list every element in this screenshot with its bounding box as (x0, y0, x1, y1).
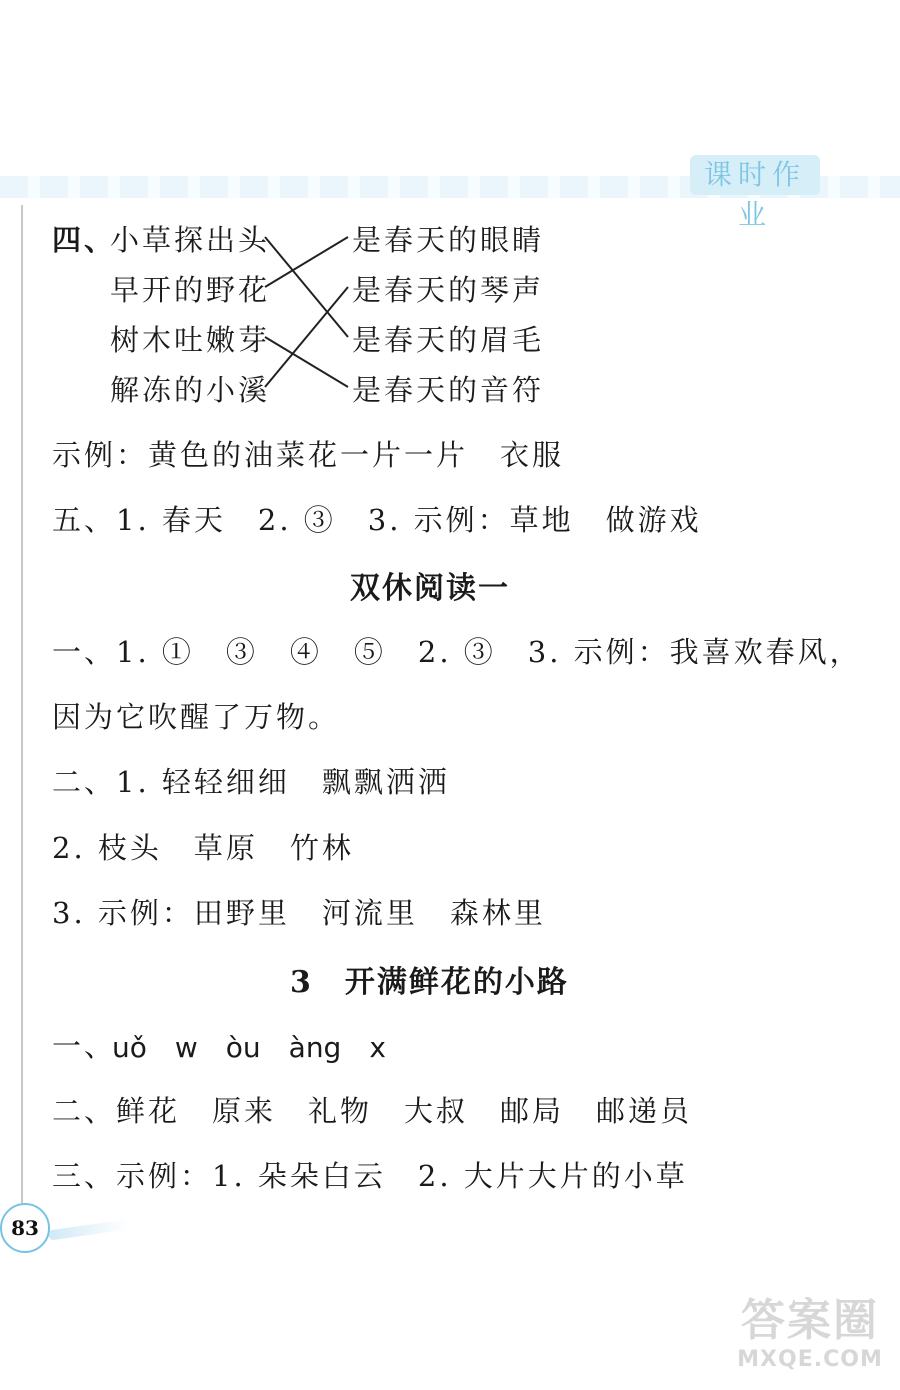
lesson-q1-label: 一、 (52, 1029, 117, 1063)
section-title-reading: 双休阅读一 (350, 571, 510, 606)
watermark-main-text: 答案圈 (741, 1295, 879, 1346)
reading-q2-line3: 3. 示例：田野里 河流里 森林里 (52, 896, 546, 930)
q4-right-item-1: 是春天的眼睛 (352, 223, 545, 257)
reading-q2-line2: 2. 枝头 草原 竹林 (52, 831, 354, 865)
lesson-q1-pinyin: uǒ w òu àng x (112, 1031, 386, 1064)
reading-q1-line2: 因为它吹醒了万物。 (52, 700, 341, 734)
q4-example: 示例：黄色的油菜花一片一片 衣服 (52, 438, 565, 472)
q4-left-item-4: 解冻的小溪 (110, 373, 271, 407)
q4-right-item-3: 是春天的眉毛 (352, 323, 545, 357)
lesson-q3-answer: 三、示例：1. 朵朵白云 2. 大片大片的小草 (52, 1159, 688, 1193)
lesson-title: 3 开满鲜花的小路 (290, 965, 569, 1000)
watermark-logo (725, 1295, 895, 1385)
q4-right-item-2: 是春天的琴声 (352, 273, 545, 307)
page-badge-swash (48, 1219, 129, 1240)
match-line-1 (265, 237, 348, 337)
header-title: 课时作业 (690, 155, 820, 195)
q4-matching-lines (0, 0, 900, 420)
reading-q2-line1: 二、1. 轻轻细细 飘飘洒洒 (52, 765, 450, 799)
reading-q1-line1: 一、1. ① ③ ④ ⑤ 2. ③ 3. 示例：我喜欢春风， (52, 635, 862, 669)
q4-label: 四、 (52, 223, 117, 257)
match-line-3 (265, 337, 348, 387)
q4-right-item-4: 是春天的音符 (352, 373, 545, 407)
q4-left-item-3: 树木吐嫩芽 (110, 323, 271, 357)
q4-left-item-1: 小草探出头 (110, 223, 271, 257)
watermark-sub-text: MXQE.COM (737, 1347, 883, 1372)
lesson-q2-answer: 二、鲜花 原来 礼物 大叔 邮局 邮递员 (52, 1094, 693, 1128)
page-number: 83 (0, 1203, 50, 1253)
q4-left-item-2: 早开的野花 (110, 273, 271, 307)
match-line-4 (265, 287, 348, 387)
match-line-2 (265, 237, 348, 287)
q5-answer: 五、1. 春天 2. ③ 3. 示例：草地 做游戏 (52, 503, 702, 537)
